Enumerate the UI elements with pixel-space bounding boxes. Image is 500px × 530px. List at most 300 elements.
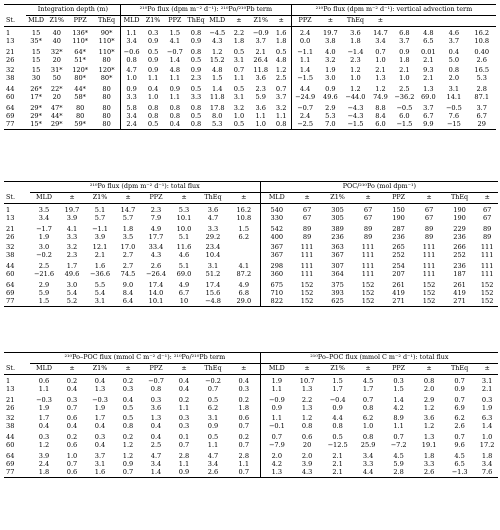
table-total-flux-and-poc-ratio [4,181,498,307]
value-cell: 0.4 [164,121,186,129]
value-cell: 15.2 [209,56,225,64]
value-cell: 5.1 [94,205,106,214]
value-cell: 74.5 [120,271,136,279]
value-cell: 0.7 [178,442,190,450]
table-row [4,102,496,113]
station-cell: 44 [6,85,15,94]
value-cell: 4.6 [178,252,190,260]
value-cell: 2.8 [238,452,250,461]
column-header: ± [377,15,384,24]
value-cell: 3.1 [94,460,106,468]
column-header: MLD [28,15,45,24]
value-cell: 2.5 [150,442,162,450]
value-cell: 2.4 [38,460,50,468]
station-cell: 38 [6,75,15,83]
value-cell: 1.2 [301,414,313,423]
value-cell: 6.7 [178,289,190,297]
value-cell: 363 [331,243,344,252]
value-cell: −7.2 [390,442,407,450]
value-cell: −1.4 [347,47,364,56]
value-cell: 2.1 [94,252,106,260]
value-cell: 3.2 [233,104,245,113]
value-cell: 0.3 [150,395,162,404]
value-cell: 3.9 [94,233,106,241]
value-cell: 0.8 [272,121,292,129]
value-cell: 1.2 [38,442,50,450]
value-cell: 44* [50,112,63,120]
value-cell: 3.1 [481,376,493,385]
value-cell: 252 [453,252,466,260]
value-cell: 0.3 [393,376,404,385]
value-cell: 89 [482,233,492,241]
value-cell: 15 [31,28,41,37]
value-cell: 0.5 [207,433,219,442]
value-cell: 67 [424,205,434,214]
value-cell: 1.8 [30,469,58,477]
value-cell: −24.9 [291,94,318,102]
value-cell: 1.1 [147,75,159,83]
value-cell: 1.1 [393,423,404,431]
value-cell: 0.7 [275,85,287,94]
value-cell: 5.9 [38,289,50,297]
value-cell: 3.7 [399,37,410,45]
station-cell: 69 [6,112,15,120]
value-cell: 90* [100,28,113,37]
value-cell: 6.0 [368,121,392,129]
column-header: ± [426,363,432,372]
station-cell: 60 [6,442,15,450]
value-cell: 111 [300,243,314,252]
value-cell: 17* [30,94,42,102]
value-cell: −1.1 [91,224,108,233]
value-cell: 5.4 [66,289,78,297]
value-cell: 261 [453,281,466,290]
column-header: ± [484,192,490,201]
value-cell: 0.8 [150,385,162,393]
value-cell: 2.6 [415,469,443,477]
value-cell: 1.1 [38,385,50,393]
value-cell: 111 [422,262,436,271]
value-cell: 6.5 [454,460,465,468]
value-cell: 0.8 [362,404,374,412]
value-cell: 0.8 [448,66,460,75]
value-cell: 2.9 [38,281,50,290]
column-header: ThEq [451,192,469,201]
value-cell: 6.7 [423,112,434,120]
value-cell: 17.2 [479,442,495,450]
value-cell: 675 [260,279,293,290]
value-cell: 3.7 [94,452,106,461]
value-cell: 3.3 [120,94,142,102]
value-cell: 8.0 [211,112,223,120]
value-cell: 111 [300,262,314,271]
value-cell: 1.1 [169,94,181,102]
station-cell: 44 [6,433,15,442]
value-cell: 15* [26,121,47,129]
value-cell: 261 [392,281,405,290]
value-cell: 0.6 [66,442,78,450]
value-cell: 4.8 [423,28,434,37]
value-cell: 0.8 [120,57,142,65]
table-row [4,113,496,121]
value-cell: 1.5 [238,224,250,233]
table-row [4,121,496,129]
value-cell: 0.5 [122,414,134,423]
value-cell: 1.1 [275,112,287,120]
value-cell: −12.5 [327,442,348,450]
value-cell: 367 [260,241,293,252]
column-header: MLD [260,192,293,203]
column-header: Z1% [145,15,161,24]
value-cell: 0.9 [332,404,343,412]
value-cell: −1.1 [291,46,318,57]
value-cell: 236 [453,233,466,241]
value-cell: 111 [480,262,494,271]
value-cell: 0.8 [362,433,374,442]
value-cell: 0.7 [228,469,260,477]
value-cell: 236 [331,233,344,241]
value-cell: 10.4 [205,252,221,260]
value-cell: 0.3 [94,433,106,442]
value-cell: 0.5 [228,121,250,129]
table-row [4,298,498,306]
value-cell: 2.1 [423,56,434,64]
value-cell: −0.3 [35,395,52,404]
value-cell: 0.4 [178,385,190,393]
value-cell: 59* [67,121,93,129]
value-cell: 87.1 [474,94,490,102]
value-cell: 0.3 [178,414,190,423]
value-cell: 19.7 [64,205,80,214]
value-cell: 2.1 [332,452,343,461]
value-cell: 23.4 [205,243,221,252]
value-cell: 4.4 [291,83,318,94]
value-cell: 8.4 [375,112,386,120]
value-cell: 1.2 [122,452,134,461]
t2-group-header: POC/²¹⁰Po (mol dpm⁻¹) [260,182,498,193]
value-cell: 3.5 [122,233,134,241]
column-header: ± [278,15,284,24]
value-cell: 2.8 [178,452,190,461]
table-row [4,279,498,290]
value-cell: 1.6 [94,262,106,271]
value-cell: 298 [260,260,293,271]
value-cell: 2.1 [255,47,266,56]
value-cell: 1.5 [30,298,58,306]
column-header: ± [304,192,310,201]
value-cell: 9.9 [416,121,440,129]
value-cell: 49.6 [64,271,80,279]
value-cell: 7.0 [318,121,342,129]
value-cell: 1.9 [38,404,50,412]
value-cell: 3.3 [207,224,219,233]
column-header: ± [69,192,75,201]
value-cell: 22* [50,85,63,94]
table-row [4,442,498,450]
value-cell: 1.7 [38,414,50,423]
value-cell: 6.2 [454,414,465,423]
value-cell: 111 [480,243,494,252]
value-cell: 67 [302,214,312,222]
value-cell: 1.1 [238,460,250,468]
value-cell: 17.4 [148,281,164,290]
value-cell: 3.9 [38,452,50,461]
value-cell: 15 [31,56,41,64]
value-cell: 9.0 [122,281,134,290]
value-cell: 6.8 [238,289,250,297]
value-cell: 6.5 [423,37,434,45]
value-cell: 0.5 [207,395,219,404]
value-cell: 1.9 [325,66,336,75]
value-cell: 150 [392,205,405,214]
table-row [4,94,496,102]
value-cell: 2.3 [66,252,78,260]
value-cell: 1.8 [275,37,287,45]
value-cell: 375 [331,281,344,290]
column-header: ± [125,192,131,201]
value-cell: 1.0 [362,423,374,431]
value-cell: 0.8 [122,423,134,431]
value-cell: 40 [52,37,61,45]
value-cell: 0.9 [190,37,202,45]
value-cell: 14.0 [148,289,164,297]
value-cell: 2.4 [291,113,318,121]
value-cell: 4.5 [454,452,465,461]
value-cell: 1.3 [423,433,435,442]
column-header: Z1% [330,363,345,372]
value-cell: 5.3 [178,205,190,214]
station-cell: 69 [6,460,15,468]
column-header: ± [181,192,187,201]
value-cell: −0.7 [166,47,183,56]
column-header: MLD [260,363,293,374]
table-row [4,394,498,405]
value-cell: 3.7 [476,104,487,113]
value-cell: 367 [260,252,293,260]
value-cell: 0.8 [423,376,435,385]
value-cell: 51* [74,56,86,64]
table-row [4,260,498,271]
column-header: ± [125,363,131,372]
t3-group-header: ²¹⁰Po–POC flux (mmol C m⁻² d⁻¹): ²¹⁰Po/²¹⁰Pb term [30,353,260,364]
value-cell: 0.7 [454,376,465,385]
value-cell: 2.8 [382,469,415,477]
value-cell: 111 [361,243,375,252]
value-cell: 2.7 [122,252,134,260]
value-cell: 89 [363,224,373,233]
value-cell: 152 [480,289,494,297]
value-cell: 40 [52,28,61,37]
station-cell: 60 [6,271,15,279]
value-cell: −0.7 [291,102,318,113]
value-cell: 0.9 [169,85,181,94]
station-cell: 38 [6,252,15,260]
table-row [4,241,498,252]
table-row [4,386,498,394]
value-cell: 0.9 [260,405,293,413]
value-cell: 89 [302,233,312,241]
column-header: ± [365,363,371,372]
value-cell: 0.5 [332,433,343,442]
station-cell: 26 [6,404,15,412]
value-cell: −0.9 [260,394,293,405]
value-cell: 10.7 [299,376,315,385]
value-cell: 0.7 [260,431,293,442]
value-cell: 0.3 [178,423,190,431]
value-cell: 0.3 [122,385,134,393]
value-cell: 5.1 [178,262,190,271]
table-row [4,234,498,242]
value-cell: 6.3 [481,414,493,423]
table-row [4,450,498,461]
column-header: Z1% [92,192,108,201]
value-cell: 0.2 [238,433,250,442]
value-cell: 4.7 [207,452,219,461]
value-cell: 4.9 [238,281,250,290]
value-cell: 4.5 [393,452,404,461]
value-cell: −0.1 [260,423,293,431]
value-cell: 4.0 [325,47,336,56]
value-cell: 0.7 [66,460,78,468]
value-cell: 0.9 [325,85,336,94]
value-cell: 111 [422,252,436,260]
value-cell: 3.4 [481,460,493,468]
value-cell: 2.1 [375,66,386,75]
value-cell: 8.4 [122,289,134,297]
station-cell: 21 [6,47,15,56]
value-cell: 3.4 [375,37,386,45]
value-cell: 2.0 [260,450,293,461]
value-cell: 33.4 [148,243,164,252]
value-cell: 710 [260,290,293,298]
table-row [4,252,498,260]
value-cell: 152 [422,289,436,297]
value-cell: 364 [331,271,344,279]
value-cell: 31* [50,66,63,75]
station-cell: 44 [6,262,15,271]
value-cell: 1.4 [142,469,170,477]
value-cell: 19.1 [421,442,437,450]
table-row [4,46,496,57]
value-cell: 50 [52,75,61,83]
value-cell: 110* [98,47,115,56]
value-cell: 3.6 [423,414,435,423]
value-cell: 7.6 [476,469,498,477]
value-cell: 2.3 [255,85,266,94]
value-cell: 0.5 [275,47,287,56]
value-cell: 5.0 [448,56,460,64]
value-cell: 0.6 [38,376,50,385]
value-cell: 1.1 [178,404,190,412]
value-cell: 0.8 [169,112,181,120]
value-cell: 254 [392,262,405,271]
value-cell: 0.0 [291,38,318,46]
value-cell: 0.7 [238,442,250,450]
value-cell: 0.8 [147,104,159,113]
value-cell: 80 [102,85,111,94]
value-cell: 3.3 [362,460,374,468]
value-cell: 111 [300,271,314,279]
t2-group-header: ²¹⁰Po flux (dpm m⁻² d⁻¹): total flux [30,182,260,193]
value-cell: 4.5 [362,376,374,385]
value-cell: 6.8 [399,28,410,37]
value-cell: 0.2 [122,433,134,442]
value-cell: 11.8 [253,66,269,75]
column-header: ± [327,15,334,24]
value-cell: 1.2 [122,442,134,450]
value-cell: 89 [424,224,434,233]
station-cell: 69 [6,289,15,297]
table-integration-depth-and-flux-terms [4,4,496,130]
value-cell: 4.3 [150,252,162,260]
value-cell: 5.1 [178,233,190,241]
value-cell: 5.4 [94,289,106,297]
value-cell: 67 [482,214,492,222]
value-cell: 389 [331,224,344,233]
value-cell: 3.0 [66,281,78,290]
value-cell: 0.5 [190,112,202,120]
value-cell: 49.6 [323,94,338,102]
value-cell: 6.2 [362,414,374,423]
value-cell: 2.5 [275,75,287,83]
column-header: ± [426,192,432,201]
value-cell: 3.6 [255,75,266,83]
value-cell: 3.4 [120,38,142,46]
value-cell: 2.0 [301,452,313,461]
table-row [4,38,496,46]
value-cell: 1.5 [211,75,223,83]
value-cell: 3.2 [66,243,78,252]
value-cell: 3.4 [38,214,50,222]
value-cell: 0.7 [454,395,465,404]
value-cell: 4.7 [150,452,162,461]
value-cell: 29.0 [228,298,260,306]
value-cell: 2.1 [399,66,410,75]
table-row [4,26,496,37]
value-cell: −0.5 [396,104,413,113]
value-cell: 26* [30,85,42,94]
value-cell: 1.7 [362,385,374,393]
t1-group-header: Integration depth (m) [26,5,121,16]
value-cell: 0.2 [66,433,78,442]
value-cell: 305 [331,205,344,214]
value-cell: 111 [300,252,314,260]
value-cell: 89 [424,233,434,241]
value-cell: 0.6 [66,414,78,423]
value-cell: 111 [361,252,375,260]
value-cell: 4.1 [66,224,78,233]
value-cell: 17.7 [148,233,164,241]
value-cell: −0.3 [91,395,108,404]
value-cell: 0.9 [190,66,202,75]
value-cell: 0.2 [66,376,78,385]
value-cell: 287 [392,224,405,233]
value-cell: 8.9 [393,414,404,423]
value-cell: 271 [443,298,476,306]
value-cell: 120* [98,66,115,75]
value-cell: 87.2 [236,271,252,279]
value-cell: 1.1 [291,57,318,65]
value-cell: 9.3 [423,66,434,75]
value-cell: 20 [52,94,61,102]
value-cell: 80 [102,104,111,113]
value-cell: −1.5 [392,121,416,129]
station-cell: 1 [6,376,11,385]
value-cell: 4.8 [169,66,181,75]
value-cell: 4.4 [332,414,343,423]
value-cell: 0.4 [448,47,460,56]
value-cell: 1.1 [260,412,293,423]
